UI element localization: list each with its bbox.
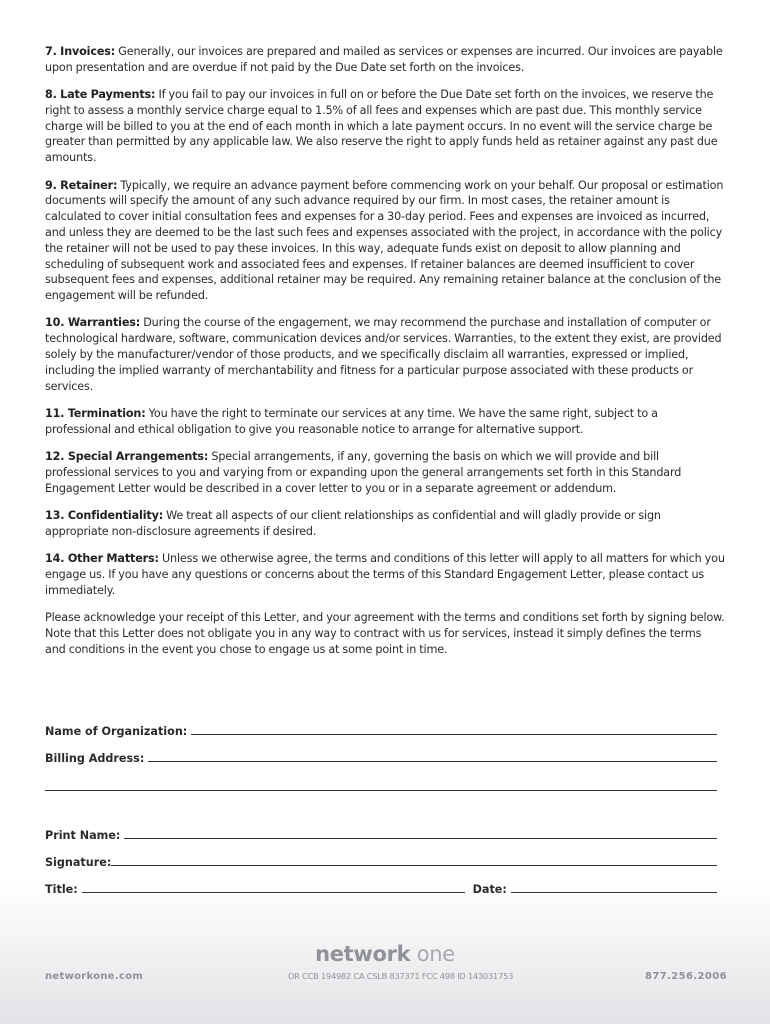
signature-field[interactable] [45, 853, 717, 869]
section-text: During the course of the engagement, we may recommend the purchase and installation of computer or technological hardware, software, communication devices and/or services. Warranties, to the extent they exist, are provided solely by the manufacturer/vendor of those products, and we specifically disclaim all warranties, expressed or implied, including the implied warranty of merchantability and fitness for a particular purpose associated with these products or services. [45, 316, 722, 393]
title-date-row [45, 880, 717, 896]
billing-address-second-line[interactable] [45, 789, 717, 791]
organization-field[interactable] [45, 722, 717, 738]
title-label: Title: [45, 883, 82, 896]
section-late-payments [45, 87, 725, 166]
date-label: Date: [472, 883, 511, 896]
footer-licenses: OR CCB 194982 CA CSLB 837371 FCC 498 ID 143031753 [288, 971, 514, 981]
title-line[interactable] [82, 891, 465, 893]
section-text: Generally, our invoices are prepared and mailed as services or expenses are incurred. Our invoices are payable upon presentation and are overdue if not paid by the Due Date set forth on the invoices. [45, 45, 723, 74]
section-heading: 13. Confidentiality: [45, 508, 164, 522]
billing-address-line-2[interactable] [45, 778, 717, 794]
section-retainer [45, 178, 725, 304]
section-heading: 8. Late Payments: [45, 88, 156, 102]
section-invoices [45, 44, 725, 76]
section-text: We treat all aspects of our client relationships as confidential and will gladly provide or sign appropriate non-disclosure agreements if desired. [45, 508, 661, 538]
organization-line[interactable] [191, 733, 717, 735]
section-text: Typically, we require an advance payment before commencing work on your behalf. Our proposal or estimation documents will specify the amount of any such advance required by our firm. In most cases, the retainer amount is calculated to cover initial consultation fees and expenses for a 30-day period. Fees and expenses are invoiced as incurred, and unless they are deemed to be the last such fees and expenses associated with the project, in accordance with the policy the retainer will not be used to pay these invoices. In this way, adequate funds exist on deposit to allow planning and scheduling of subsequent work and associated fees and expenses. If retainer balances are deemed insufficient to cover subsequent fees and expenses, additional retainer may be required. Any remaining retainer balance at the conclusion of the engagement will be refunded. [45, 178, 724, 303]
section-text: If you fail to pay our invoices in full on or before the Due Date set forth on the invoices, we reserve the right to assess a monthly service charge equal to 1.5% of all fees and expenses which are past due. This monthly service charge will be billed to you at the end of each month in which a late payment occurs. In no event will the service charge be greater than permitted by any applicable law. We also reserve the right to apply funds held as retainer against any past due amounts. [45, 88, 718, 165]
print-name-line[interactable] [124, 837, 717, 839]
acknowledgement-paragraph: Please acknowledge your receipt of this Letter, and your agreement with the terms and conditions set forth by signing below. Note that this Letter does not obligate you in any way to contract with us for services, instead it simply defines the terms and conditions in the event you chose to engage us at some point in time. [45, 610, 725, 656]
section-confidentiality [45, 508, 725, 540]
organization-label: Name of Organization: [45, 725, 192, 738]
footer-phone: 877.256.2006 [645, 971, 727, 982]
signature-label: Signature: [45, 856, 112, 869]
section-termination [45, 406, 725, 438]
section-heading: 7. Invoices: [45, 45, 116, 58]
brand-logo [0, 942, 770, 966]
print-name-field[interactable] [45, 826, 717, 842]
footer-website: networkone.com [45, 971, 144, 982]
terms-content [45, 44, 725, 669]
section-text: Unless we otherwise agree, the terms and conditions of this letter will apply to all matters for which you engage us. If you have any questions or concerns about the terms of this Standard Engagement Letter, please contact us immediately. [45, 552, 725, 597]
billing-address-line[interactable] [148, 760, 717, 762]
print-name-label: Print Name: [45, 829, 125, 842]
brand-one: one [410, 942, 455, 966]
section-text: You have the right to terminate our services at any time. We have the same right, subject to a professional and ethical obligation to give you reasonable notice to arrange for alternative support. [45, 406, 658, 436]
billing-address-field[interactable] [45, 749, 717, 765]
section-heading: 14. Other Matters: [45, 552, 159, 566]
section-warranties [45, 315, 725, 394]
section-heading: 12. Special Arrangements: [45, 450, 209, 464]
section-heading: 9. Retainer: [45, 178, 118, 192]
section-text: Special arrangements, if any, governing the basis on which we will provide and bill professional services to you and varying from or expanding upon the general arrangements set forth in this Standard Engagement Letter would be described in a cover letter to you or in a separate agreement or addendum. [45, 450, 682, 495]
section-heading: 11. Termination: [45, 406, 146, 420]
section-heading: 10. Warranties: [45, 316, 141, 330]
signature-line[interactable] [111, 864, 717, 866]
date-line[interactable] [511, 891, 717, 893]
section-other-matters [45, 551, 725, 598]
billing-address-label: Billing Address: [45, 752, 149, 765]
brand-network: network [315, 942, 411, 966]
section-special-arrangements [45, 449, 725, 496]
